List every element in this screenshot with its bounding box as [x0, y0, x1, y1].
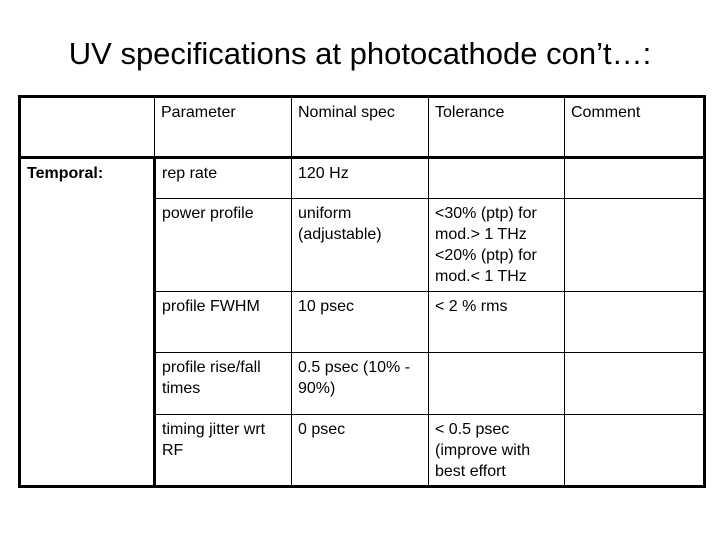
tolerance-cell: [429, 353, 565, 415]
comment-cell: [565, 415, 705, 487]
tolerance-cell: < 2 % rms: [429, 292, 565, 353]
parameter-cell: timing jitter wrt RF: [155, 415, 292, 487]
tolerance-cell: <30% (ptp) for mod.> 1 THz <20% (ptp) for mod.< 1 THz: [429, 199, 565, 292]
comment-cell: [565, 158, 705, 199]
comment-cell: [565, 353, 705, 415]
header-cell-nominal: Nominal spec: [292, 97, 429, 158]
parameter-cell: power profile: [155, 199, 292, 292]
parameter-cell: rep rate: [155, 158, 292, 199]
spec-table: [18, 95, 706, 488]
nominal-cell: uniform (adjustable): [292, 199, 429, 292]
parameter-cell: profile rise/fall times: [155, 353, 292, 415]
comment-cell: [565, 292, 705, 353]
comment-cell: [565, 199, 705, 292]
header-cell-parameter: Parameter: [155, 97, 292, 158]
header-row: [20, 97, 705, 158]
header-cell-tolerance: Tolerance: [429, 97, 565, 158]
header-cell-category: [20, 97, 155, 158]
tolerance-cell: [429, 158, 565, 199]
parameter-cell: profile FWHM: [155, 292, 292, 353]
nominal-cell: 10 psec: [292, 292, 429, 353]
nominal-cell: 0 psec: [292, 415, 429, 487]
tolerance-cell: < 0.5 psec (improve with best effort: [429, 415, 565, 487]
header-cell-comment: Comment: [565, 97, 705, 158]
nominal-cell: 120 Hz: [292, 158, 429, 199]
table-row: [20, 158, 705, 199]
slide-title: UV specifications at photocathode con’t…:: [68, 36, 652, 71]
nominal-cell: 0.5 psec (10% - 90%): [292, 353, 429, 415]
category-cell: Temporal:: [20, 158, 155, 487]
